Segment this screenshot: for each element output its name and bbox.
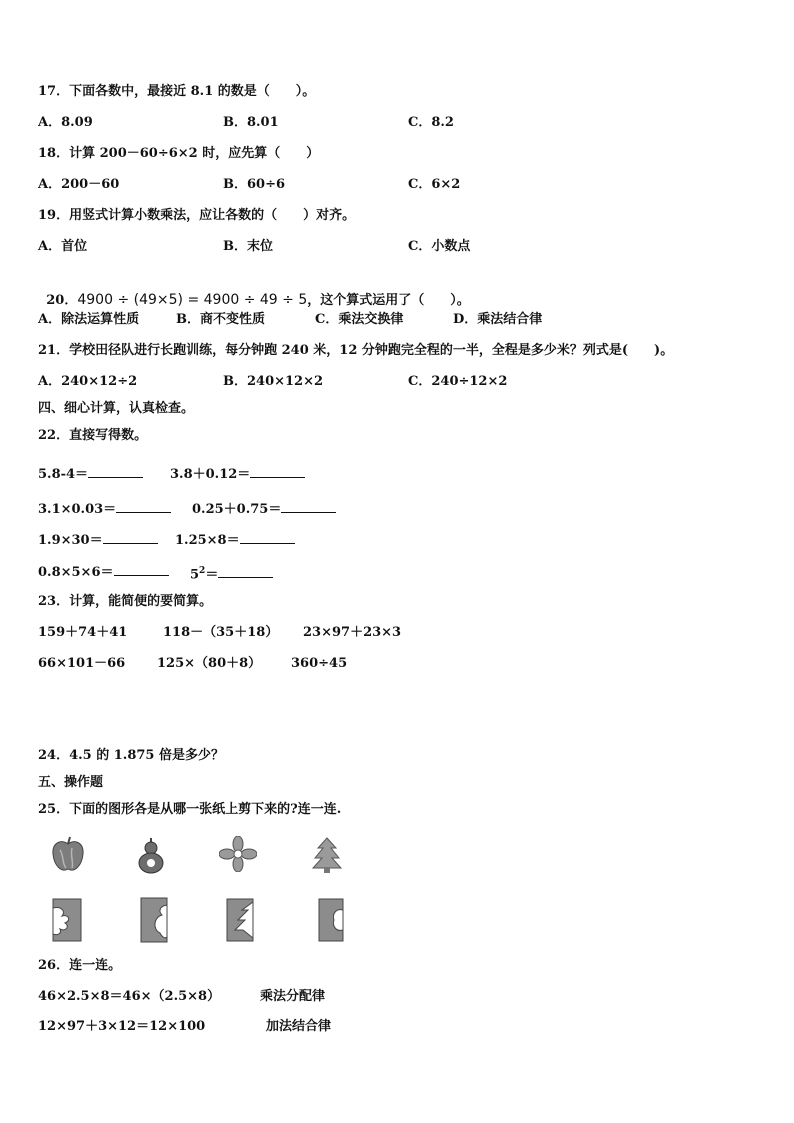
q22-item-8 — [190, 563, 273, 583]
answer-blank[interactable] — [88, 465, 143, 478]
q18-option-c[interactable]: C．6×2 — [408, 177, 461, 192]
q26-right-1[interactable]: 乘法分配律 — [260, 989, 326, 1004]
q21-option-a[interactable]: A．240×12÷2 — [38, 374, 138, 389]
q19-option-b[interactable]: B．末位 — [223, 239, 273, 254]
q23-expr-2: 118－（35＋18） — [163, 625, 279, 640]
q23-expr-4: 66×101－66 — [38, 656, 126, 671]
paper-with-gourd-hole-icon[interactable] — [140, 897, 168, 943]
q19-stem: 19．用竖式计算小数乘法，应让各数的（ ）对齐。 — [38, 208, 356, 223]
q20-number: 20． — [46, 293, 78, 308]
paper-with-apple-hole-icon[interactable] — [318, 898, 344, 942]
q26-left-2[interactable]: 12×97＋3×12＝12×100 — [38, 1019, 206, 1034]
q22-item-8-base: 5 — [190, 567, 200, 583]
q17-option-c[interactable]: C．8.2 — [408, 115, 454, 130]
answer-blank[interactable] — [250, 465, 305, 478]
q26-right-2[interactable]: 加法结合律 — [266, 1019, 332, 1034]
q21-option-c[interactable]: C．240÷12×2 — [408, 374, 508, 389]
q22-item-8-exponent: 2 — [199, 566, 206, 576]
q23-stem: 23．计算，能简便的要简算。 — [38, 594, 213, 609]
q23-expr-5: 125×（80＋8） — [157, 656, 262, 671]
q20-option-a[interactable]: A．除法运算性质 — [38, 312, 140, 327]
q19-option-c[interactable]: C．小数点 — [408, 239, 471, 254]
q18-option-b[interactable]: B．60÷6 — [223, 177, 286, 192]
q18-option-a[interactable]: A．200－60 — [38, 177, 120, 192]
q20-stem — [38, 276, 470, 309]
answer-blank[interactable] — [240, 531, 295, 544]
q18-stem: 18．计算 200－60÷6×2 时，应先算（ ） — [38, 146, 320, 161]
q22-item-3-expr: 3.1×0.03＝ — [38, 502, 117, 517]
q26-left-1[interactable]: 46×2.5×8＝46×（2.5×8） — [38, 989, 221, 1004]
q22-item-2 — [170, 465, 305, 483]
q22-item-5-expr: 1.9×30＝ — [38, 533, 103, 548]
answer-blank[interactable] — [218, 565, 273, 578]
q26-stem: 26．连一连。 — [38, 958, 122, 973]
q20-expression: 4900 ÷ (49×5) = 4900 ÷ 49 ÷ 5 — [77, 292, 308, 308]
q22-item-8-equals: ＝ — [205, 567, 219, 583]
gourd-shape-icon[interactable] — [136, 836, 166, 874]
q22-item-3 — [38, 500, 171, 518]
answer-blank[interactable] — [281, 500, 336, 513]
q25-stem: 25．下面的图形各是从哪一张纸上剪下来的?连一连. — [38, 802, 342, 817]
q22-item-6-expr: 1.25×8＝ — [175, 533, 240, 548]
q20-option-c[interactable]: C．乘法交换律 — [315, 312, 404, 327]
q22-item-7-expr: 0.8×5×6＝ — [38, 565, 114, 580]
q17-stem: 17．下面各数中，最接近 8.1 的数是（ ）。 — [38, 84, 316, 99]
answer-blank[interactable] — [103, 531, 158, 544]
q22-item-5 — [38, 531, 158, 549]
apple-shape-icon[interactable] — [50, 836, 86, 874]
q24-stem: 24．4.5 的 1.875 倍是多少？ — [38, 748, 224, 763]
q22-item-2-expr: 3.8＋0.12＝ — [170, 467, 251, 482]
q21-stem: 21．学校田径队进行长跑训练，每分钟跑 240 米，12 分钟跑完全程的一半，全程是多少米？列式是( )。 — [38, 343, 674, 358]
flower-shape-icon[interactable] — [219, 836, 257, 872]
q17-option-b[interactable]: B．8.01 — [223, 115, 279, 130]
q21-option-b[interactable]: B．240×12×2 — [223, 374, 324, 389]
q22-item-4-expr: 0.25＋0.75＝ — [192, 502, 282, 517]
answer-blank[interactable] — [116, 500, 171, 513]
q20-option-b[interactable]: B．商不变性质 — [176, 312, 265, 327]
section-4-heading: 四、细心计算，认真检查。 — [38, 401, 195, 416]
paper-with-flower-hole-icon[interactable] — [52, 898, 82, 942]
q22-item-7 — [38, 563, 169, 581]
tree-shape-icon[interactable] — [312, 836, 342, 874]
q23-expr-3: 23×97＋23×3 — [303, 625, 402, 640]
q22-item-6 — [175, 531, 295, 549]
q20-option-d[interactable]: D．乘法结合律 — [453, 312, 543, 327]
q22-stem: 22．直接写得数。 — [38, 428, 148, 443]
q17-option-a[interactable]: A．8.09 — [38, 115, 93, 130]
q20-stem-tail: ，这个算式运用了（ ）。 — [307, 293, 470, 308]
q22-item-1 — [38, 465, 143, 483]
q22-item-4 — [192, 500, 336, 518]
answer-blank[interactable] — [114, 563, 169, 576]
q19-option-a[interactable]: A．首位 — [38, 239, 88, 254]
paper-with-tree-hole-icon[interactable] — [226, 898, 254, 942]
q23-expr-6: 360÷45 — [291, 656, 348, 671]
q22-item-1-expr: 5.8-4＝ — [38, 467, 89, 482]
section-5-heading: 五、操作题 — [38, 775, 104, 790]
q23-expr-1: 159＋74＋41 — [38, 625, 128, 640]
